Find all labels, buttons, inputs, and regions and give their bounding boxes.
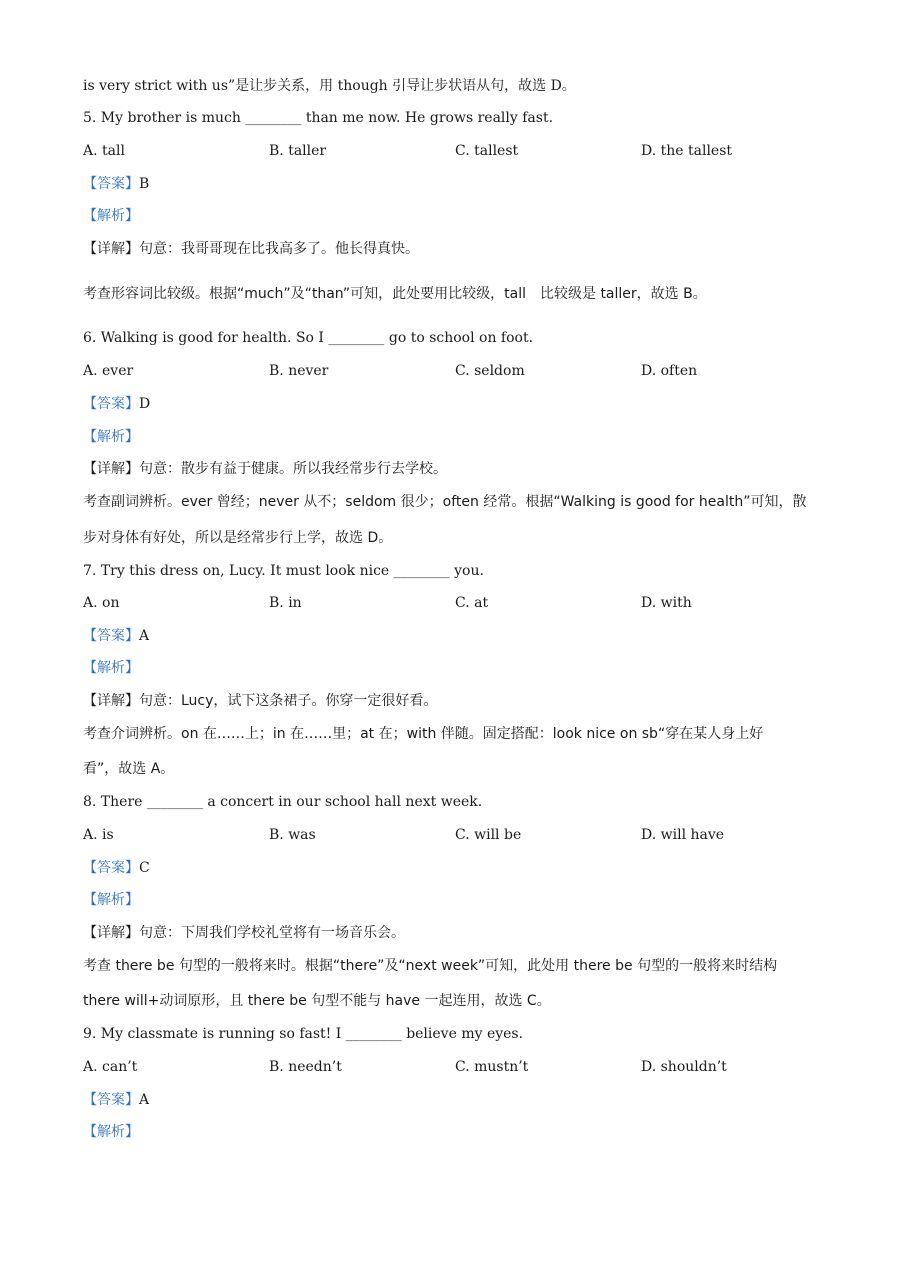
q6-answer xyxy=(83,394,150,414)
q7-option-d: D. with xyxy=(641,595,692,611)
q8-answer xyxy=(83,858,150,878)
q9-option-b: B. needn’t xyxy=(269,1059,342,1075)
q6-option-c: C. seldom xyxy=(455,363,525,379)
q5-option-a: A. tall xyxy=(83,143,125,159)
q8-detail-1: 【详解】句意：下周我们学校礼堂将有一场音乐会。 xyxy=(83,925,405,941)
q9-option-a: A. can’t xyxy=(83,1059,138,1075)
answer-label: 【答案】 xyxy=(83,860,139,876)
q8-option-d: D. will have xyxy=(641,827,725,843)
question-5: 5. My brother is much ________ than me now. He grows really fast. xyxy=(83,110,554,126)
question-8: 8. There ________ a concert in our school hall next week. xyxy=(83,794,483,810)
q6-detail-2: 考查副词辨析。ever 曾经；never 从不；seldom 很少；often 经常。根据“Walking is good for health”可知，散 xyxy=(83,494,807,510)
q9-option-c: C. mustn’t xyxy=(455,1059,529,1075)
question-7: 7. Try this dress on, Lucy. It must look nice ________ you. xyxy=(83,563,484,579)
answer-label: 【答案】 xyxy=(83,176,139,192)
answer-label: 【答案】 xyxy=(83,396,139,412)
q6-detail-3: 步对身体有好处，所以是经常步行上学，故选 D。 xyxy=(83,530,393,546)
q7-detail-3: 看”，故选 A。 xyxy=(83,761,175,777)
q7-detail-1: 【详解】句意：Lucy，试下这条裙子。你穿一定很好看。 xyxy=(83,693,438,709)
q8-option-c: C. will be xyxy=(455,827,522,843)
q9-answer xyxy=(83,1090,149,1110)
q5-option-b: B. taller xyxy=(269,143,327,159)
answer-value: A xyxy=(139,1092,150,1108)
q8-detail-2: 考查 there be 句型的一般将来时。根据“there”及“next week”可知，此处用 there be 句型的一般将来时结构 xyxy=(83,958,778,974)
answer-label: 【答案】 xyxy=(83,1092,139,1108)
q8-analysis-label: 【解析】 xyxy=(83,892,139,908)
q5-analysis-label: 【解析】 xyxy=(83,208,139,224)
q6-detail-1: 【详解】句意：散步有益于健康。所以我经常步行去学校。 xyxy=(83,461,447,477)
q8-option-b: B. was xyxy=(269,827,316,843)
q9-option-d: D. shouldn’t xyxy=(641,1059,727,1075)
q5-option-d: D. the tallest xyxy=(641,143,733,159)
q7-analysis-label: 【解析】 xyxy=(83,660,139,676)
q8-detail-3: there will+动词原形，且 there be 句型不能与 have 一起连用，故选 C。 xyxy=(83,993,551,1009)
q7-option-a: A. on xyxy=(83,595,120,611)
q5-detail-1: 【详解】句意：我哥哥现在比我高多了。他长得真快。 xyxy=(83,241,419,257)
q5-answer xyxy=(83,174,149,194)
q7-option-c: C. at xyxy=(455,595,489,611)
q9-analysis-label: 【解析】 xyxy=(83,1124,139,1140)
question-6: 6. Walking is good for health. So I ________ go to school on foot. xyxy=(83,330,534,346)
answer-value: A xyxy=(139,628,150,644)
answer-value: C xyxy=(139,860,150,876)
question-9: 9. My classmate is running so fast! I ________ believe my eyes. xyxy=(83,1026,524,1042)
q8-option-a: A. is xyxy=(83,827,114,843)
q7-detail-2: 考查介词辨析。on 在……上；in 在……里；at 在；with 伴随。固定搭配：look nice on sb“穿在某人身上好 xyxy=(83,726,764,742)
q6-option-a: A. ever xyxy=(83,363,134,379)
q7-option-b: B. in xyxy=(269,595,302,611)
answer-value: D xyxy=(139,396,151,412)
q5-detail-2: 考查形容词比较级。根据“much”及“than”可知，此处要用比较级，tall 比较级是 taller，故选 B。 xyxy=(83,286,707,302)
q6-option-b: B. never xyxy=(269,363,329,379)
q7-answer xyxy=(83,626,149,646)
q6-option-d: D. often xyxy=(641,363,698,379)
q5-option-c: C. tallest xyxy=(455,143,519,159)
answer-label: 【答案】 xyxy=(83,628,139,644)
answer-value: B xyxy=(139,176,150,192)
q6-analysis-label: 【解析】 xyxy=(83,429,139,445)
explanation-line: is very strict with us”是让步关系，用 though 引导让步状语从句，故选 D。 xyxy=(83,78,576,94)
